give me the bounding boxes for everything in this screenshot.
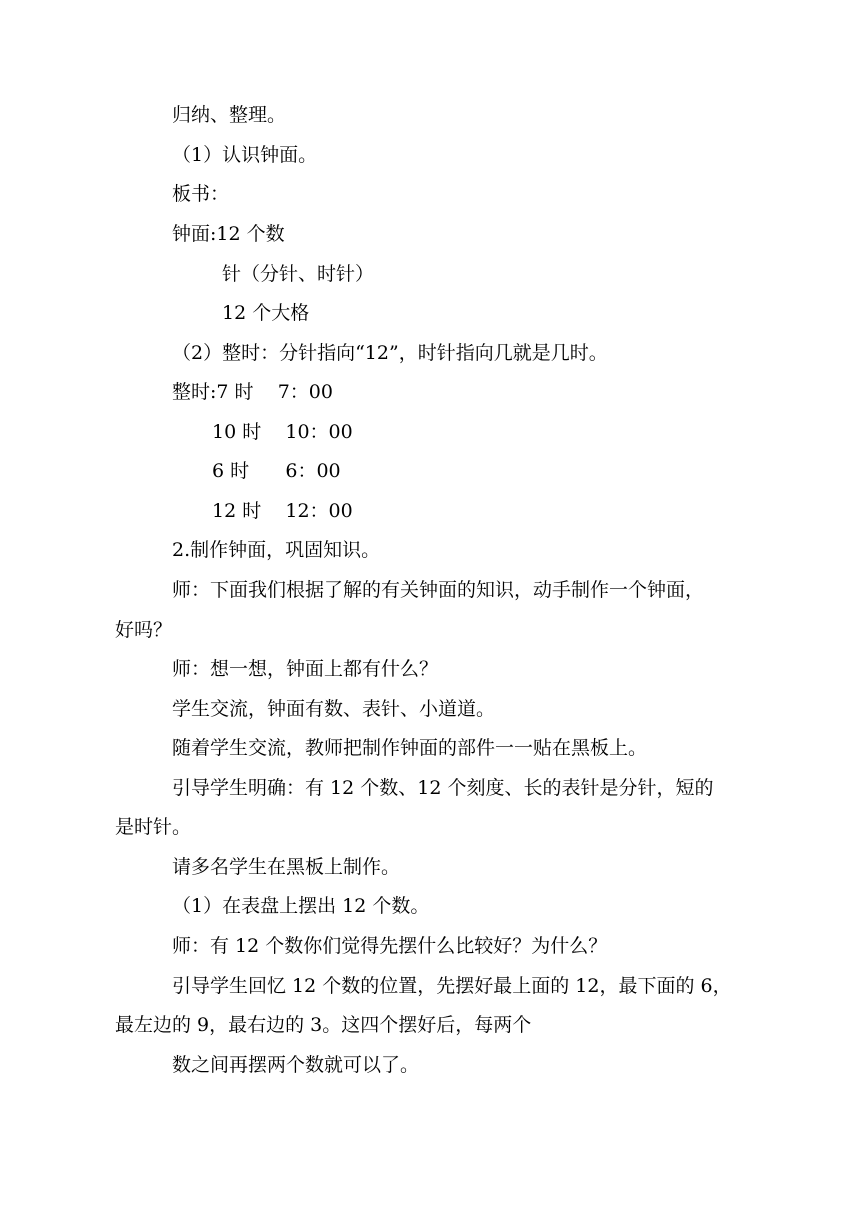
text-line: 6 时 6：00 — [212, 460, 341, 482]
text-line: 师：有 12 个数你们觉得先摆什么比较好？为什么？ — [172, 935, 608, 957]
text-line: 好吗？ — [115, 619, 173, 641]
text-line: 随着学生交流，教师把制作钟面的部件一一贴在黑板上。 — [172, 737, 648, 759]
text-line: 钟面:12 个数 — [172, 223, 285, 245]
text-line: 请多名学生在黑板上制作。 — [172, 856, 401, 878]
text-line: 最左边的 9，最右边的 3。这四个摆好后，每两个 — [115, 1014, 532, 1036]
text-line: 2.制作钟面，巩固知识。 — [172, 539, 381, 561]
text-line: 学生交流，钟面有数、表针、小道道。 — [172, 698, 496, 720]
text-line: 12 时 12：00 — [212, 500, 353, 522]
text-line: 12 个大格 — [222, 302, 310, 324]
text-line: （1）在表盘上摆出 12 个数。 — [172, 895, 430, 917]
text-line: 针（分针、时针） — [222, 263, 375, 285]
text-line: 整时:7 时 7：00 — [172, 381, 333, 403]
text-line: 是时针。 — [115, 816, 192, 838]
text-line: 师：下面我们根据了解的有关钟面的知识，动手制作一个钟面， — [172, 579, 705, 601]
text-line: 归纳、整理。 — [172, 104, 287, 126]
text-line: （1）认识钟面。 — [172, 144, 318, 166]
text-line: 引导学生明确：有 12 个数、12 个刻度、长的表针是分针，短的 — [172, 777, 714, 799]
text-line: 10 时 10：00 — [212, 421, 353, 443]
text-line: 数之间再摆两个数就可以了。 — [172, 1054, 420, 1076]
text-line: 板书： — [172, 183, 230, 205]
text-line: 师：想一想，钟面上都有什么？ — [172, 658, 439, 680]
text-line: 引导学生回忆 12 个数的位置，先摆好最上面的 12，最下面的 6， — [172, 975, 732, 997]
text-line: （2）整时：分针指向“12”，时针指向几就是几时。 — [172, 342, 608, 364]
